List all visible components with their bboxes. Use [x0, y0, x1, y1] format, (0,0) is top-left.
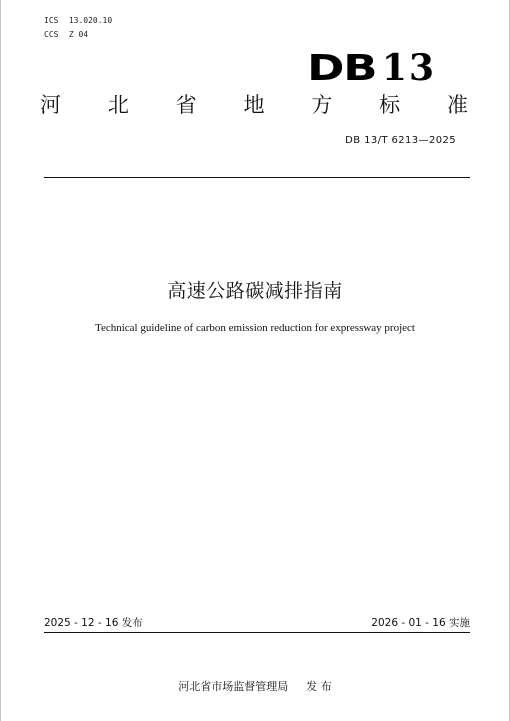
- standard-type-char: 标: [379, 93, 401, 117]
- publisher-name: 河北省市场监督管理局: [178, 680, 289, 693]
- ccs-code: [44, 30, 88, 40]
- ccs-label: CCS: [44, 30, 59, 39]
- document-title-en: Technical guideline of carbon emission reduction for expressway project: [95, 322, 415, 334]
- ics-code: [44, 16, 112, 26]
- top-divider: [44, 177, 470, 178]
- publisher-action: 发 布: [306, 680, 332, 693]
- standard-type-char: 地: [243, 93, 265, 117]
- issue-date: 2025 - 12 - 16 发布: [44, 617, 143, 629]
- ics-value: 13.020.10: [68, 16, 113, 25]
- logo-prefix: DB: [306, 48, 376, 89]
- implementation-date: 2026 - 01 - 16 实施: [371, 617, 470, 629]
- ics-label: ICS: [44, 16, 59, 25]
- standard-type-char: 方: [311, 93, 333, 117]
- standard-type-char: 准: [446, 93, 468, 117]
- logo-number: 13: [381, 47, 436, 89]
- ccs-value: Z 04: [68, 30, 89, 39]
- standard-type-char: 北: [107, 93, 129, 117]
- db13-logo: [306, 47, 436, 89]
- page-left-edge: [0, 0, 1, 721]
- standard-type-heading: [40, 92, 468, 118]
- standard-type-char: 河: [40, 93, 61, 117]
- document-title-zh: 高速公路碳减排指南: [167, 280, 343, 302]
- standard-type-char: 省: [175, 93, 197, 117]
- bottom-divider: [44, 632, 470, 633]
- standard-number: DB 13/T 6213—2025: [345, 135, 456, 146]
- publisher-line: [0, 680, 510, 694]
